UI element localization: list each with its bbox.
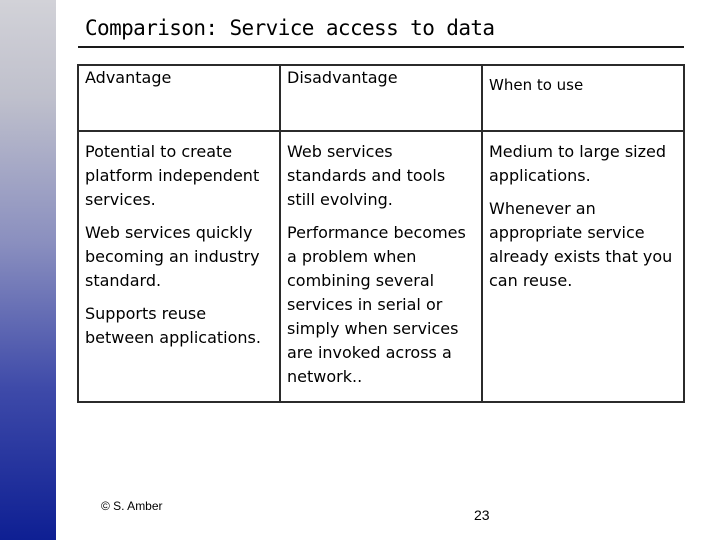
table-body-row	[78, 131, 684, 402]
decorative-gradient-bar	[0, 0, 56, 540]
when-to-use-item: Whenever an appropriate service already exists that you can reuse.	[489, 199, 673, 290]
disadvantage-item: Web services standards and tools still evolving.	[287, 142, 446, 209]
header-advantage: Advantage	[78, 65, 280, 131]
table-header-row	[78, 65, 684, 131]
disadvantage-item: Performance becomes a problem when combining several services in serial or simply when services are invoked across a network..	[287, 223, 466, 386]
advantages-cell	[78, 131, 280, 402]
advantage-item: Supports reuse between applications.	[85, 304, 261, 347]
header-disadvantage: Disadvantage	[280, 65, 482, 131]
slide-title: Comparison: Service access to data	[85, 16, 495, 40]
title-underline	[78, 46, 684, 48]
disadvantages-cell	[280, 131, 482, 402]
when-to-use-cell	[482, 131, 684, 402]
comparison-table	[77, 64, 685, 403]
advantage-item: Web services quickly becoming an industry standard.	[85, 223, 260, 290]
header-when-to-use: When to use	[482, 65, 684, 131]
page-number: 23	[474, 507, 490, 523]
when-to-use-item: Medium to large sized applications.	[489, 142, 667, 185]
advantage-item: Potential to create platform independent services.	[85, 142, 260, 209]
copyright-notice: © S. Amber	[101, 499, 163, 513]
